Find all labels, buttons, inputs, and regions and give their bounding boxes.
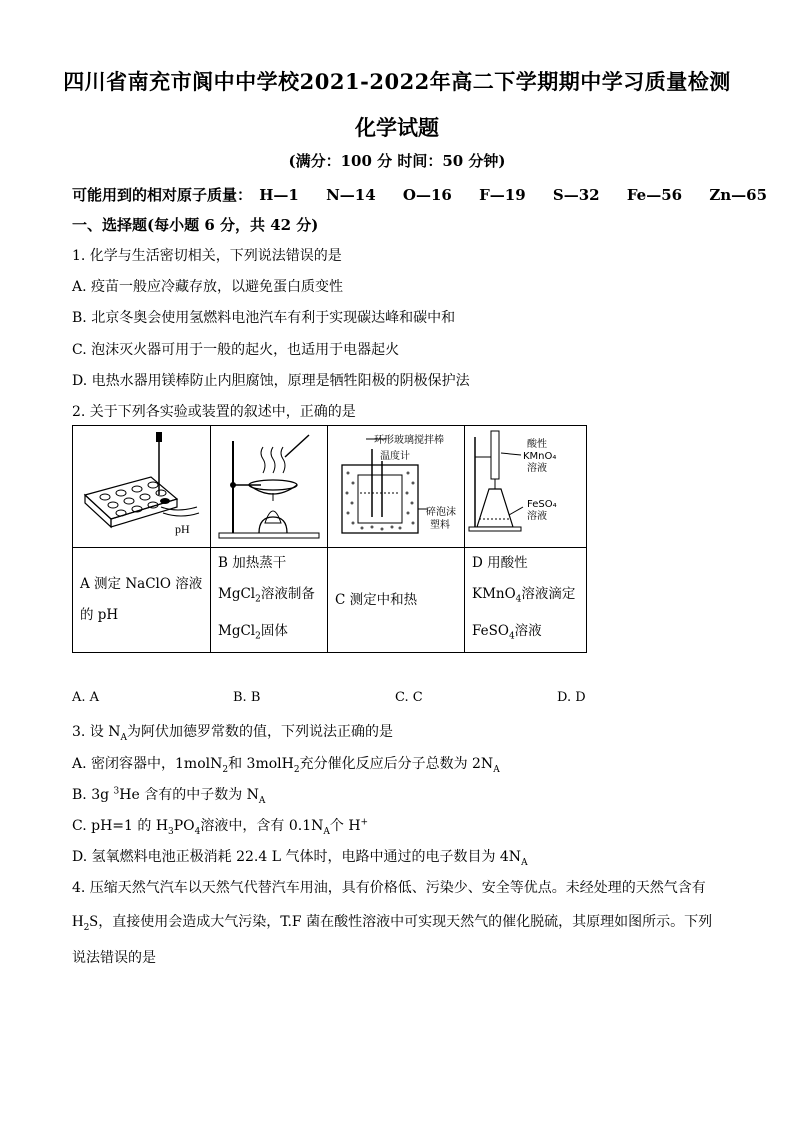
q3-option-a: A. 密闭容器中，1molN$_2$和 3molH$_2$充分催化反应后分子总数为 $2N_A$: [72, 756, 500, 775]
atom-mass: Zn—65: [709, 186, 768, 204]
atom-mass: Fe—56: [626, 186, 683, 204]
q1-stem: 1. 化学与生活密切相关，下列说法错误的是: [72, 248, 342, 264]
kmno4-label-1: 酸性: [527, 439, 547, 450]
cell-d: [465, 548, 587, 653]
q1-option-d: D. 电热水器用镁棒防止内胆腐蚀，原理是牺牲阳极的阴极保护法: [72, 373, 470, 389]
cell-d-line1: D 用酸性: [472, 555, 528, 571]
titration-illustration: [465, 427, 585, 546]
atom-mass: O—16: [402, 186, 452, 204]
cell-c: [328, 548, 465, 653]
q1-option-a: A. 疫苗一般应冷藏存放，以避免蛋白质变性: [72, 279, 344, 295]
q4-stem-line2: $H_2S$，直接使用会造成大气污染，T.F 菌在酸性溶液中可实现天然气的催化脱硫，其原理如图所示。下列: [72, 913, 713, 933]
stirrer-label: 环形玻璃搅拌棒: [374, 435, 444, 446]
cell-b-line1: B 加热蒸干: [218, 555, 287, 571]
foam-label-2: 塑料: [430, 520, 450, 531]
q3-option-c: C. pH=1 的 $H_3PO_4$溶液中，含有 $0.1N_A$个 H+: [72, 817, 369, 837]
evaporation-figure: [211, 426, 328, 548]
q4-stem-line3: 说法错误的是: [72, 950, 156, 966]
cell-d-line2: KMnO$_4$溶液滴定: [472, 586, 576, 605]
q2-option-c: C. C: [395, 690, 423, 705]
cell-b-line2: MgCl$_2$溶液制备: [218, 586, 315, 605]
exam-subtitle: 化学试题: [355, 115, 439, 140]
evaporation-illustration: [211, 427, 326, 546]
atomic-masses: [72, 184, 789, 205]
ph-test-figure: [73, 426, 211, 548]
foam-label-1: 碎泡沫: [426, 507, 456, 518]
q3-stem: 3. 设 $N_A$为阿伏加德罗常数的值，下列说法正确的是: [72, 724, 394, 743]
atom-mass: F—19: [479, 186, 526, 204]
feso4-label-1: FeSO₄: [527, 499, 557, 510]
q3-option-b: B. 3g $^3$He 含有的中子数为 $N_A$: [72, 786, 266, 806]
cell-c-text: C 测定中和热: [335, 591, 418, 608]
exam-meta: (满分：100 分 时间：50 分钟): [288, 152, 506, 170]
q3-option-d: D. 氢氧燃料电池正极消耗 22.4 L 气体时，电路中通过的电子数目为 $4N_A$: [72, 849, 528, 868]
ph-label: pH: [175, 522, 190, 536]
q2-stem: 2. 关于下列各实验或装置的叙述中，正确的是: [72, 404, 356, 420]
spot-plate-illustration: [73, 427, 209, 546]
q2-option-a: A. A: [72, 690, 100, 705]
kmno4-label-2: KMnO₄: [523, 451, 557, 462]
cell-a-text: A 测定 NaClO 溶液的 pH: [80, 576, 203, 624]
titration-figure: [465, 426, 587, 548]
atom-mass: S—32: [552, 186, 600, 204]
cell-b-line3: MgCl$_2$固体: [218, 622, 288, 642]
atom-mass: H—1: [259, 186, 299, 204]
kmno4-label-3: 溶液: [527, 463, 547, 474]
q1-option-c: C. 泡沫灭火器可用于一般的起火，也适用于电器起火: [72, 342, 400, 358]
thermometer-label: 温度计: [380, 451, 410, 462]
q2-experiment-table: [72, 425, 587, 653]
q2-option-d: D. D: [557, 690, 586, 705]
section-title: 一、选择题(每小题 6 分，共 42 分): [72, 216, 319, 234]
feso4-label-2: 溶液: [527, 511, 547, 522]
cell-a: [73, 548, 211, 653]
atom-mass: N—14: [326, 186, 376, 204]
q2-option-b: B. B: [233, 690, 261, 705]
q4-stem-line1: 4. 压缩天然气汽车以天然气代替汽车用油，具有价格低、污染少、安全等优点。未经处理的天然气含有: [72, 880, 706, 896]
q1-option-b: B. 北京冬奥会使用氢燃料电池汽车有利于实现碳达峰和碳中和: [72, 310, 456, 326]
cell-d-line3: FeSO$_4$溶液: [472, 622, 542, 642]
exam-title: 四川省南充市阆中中学校2021-2022年高二下学期期中学习质量检测: [63, 69, 731, 94]
cell-b: [211, 548, 328, 653]
calorimeter-illustration: [328, 427, 463, 546]
calorimeter-figure: [328, 426, 465, 548]
atomic-masses-label: 可能用到的相对原子质量：: [72, 186, 253, 204]
